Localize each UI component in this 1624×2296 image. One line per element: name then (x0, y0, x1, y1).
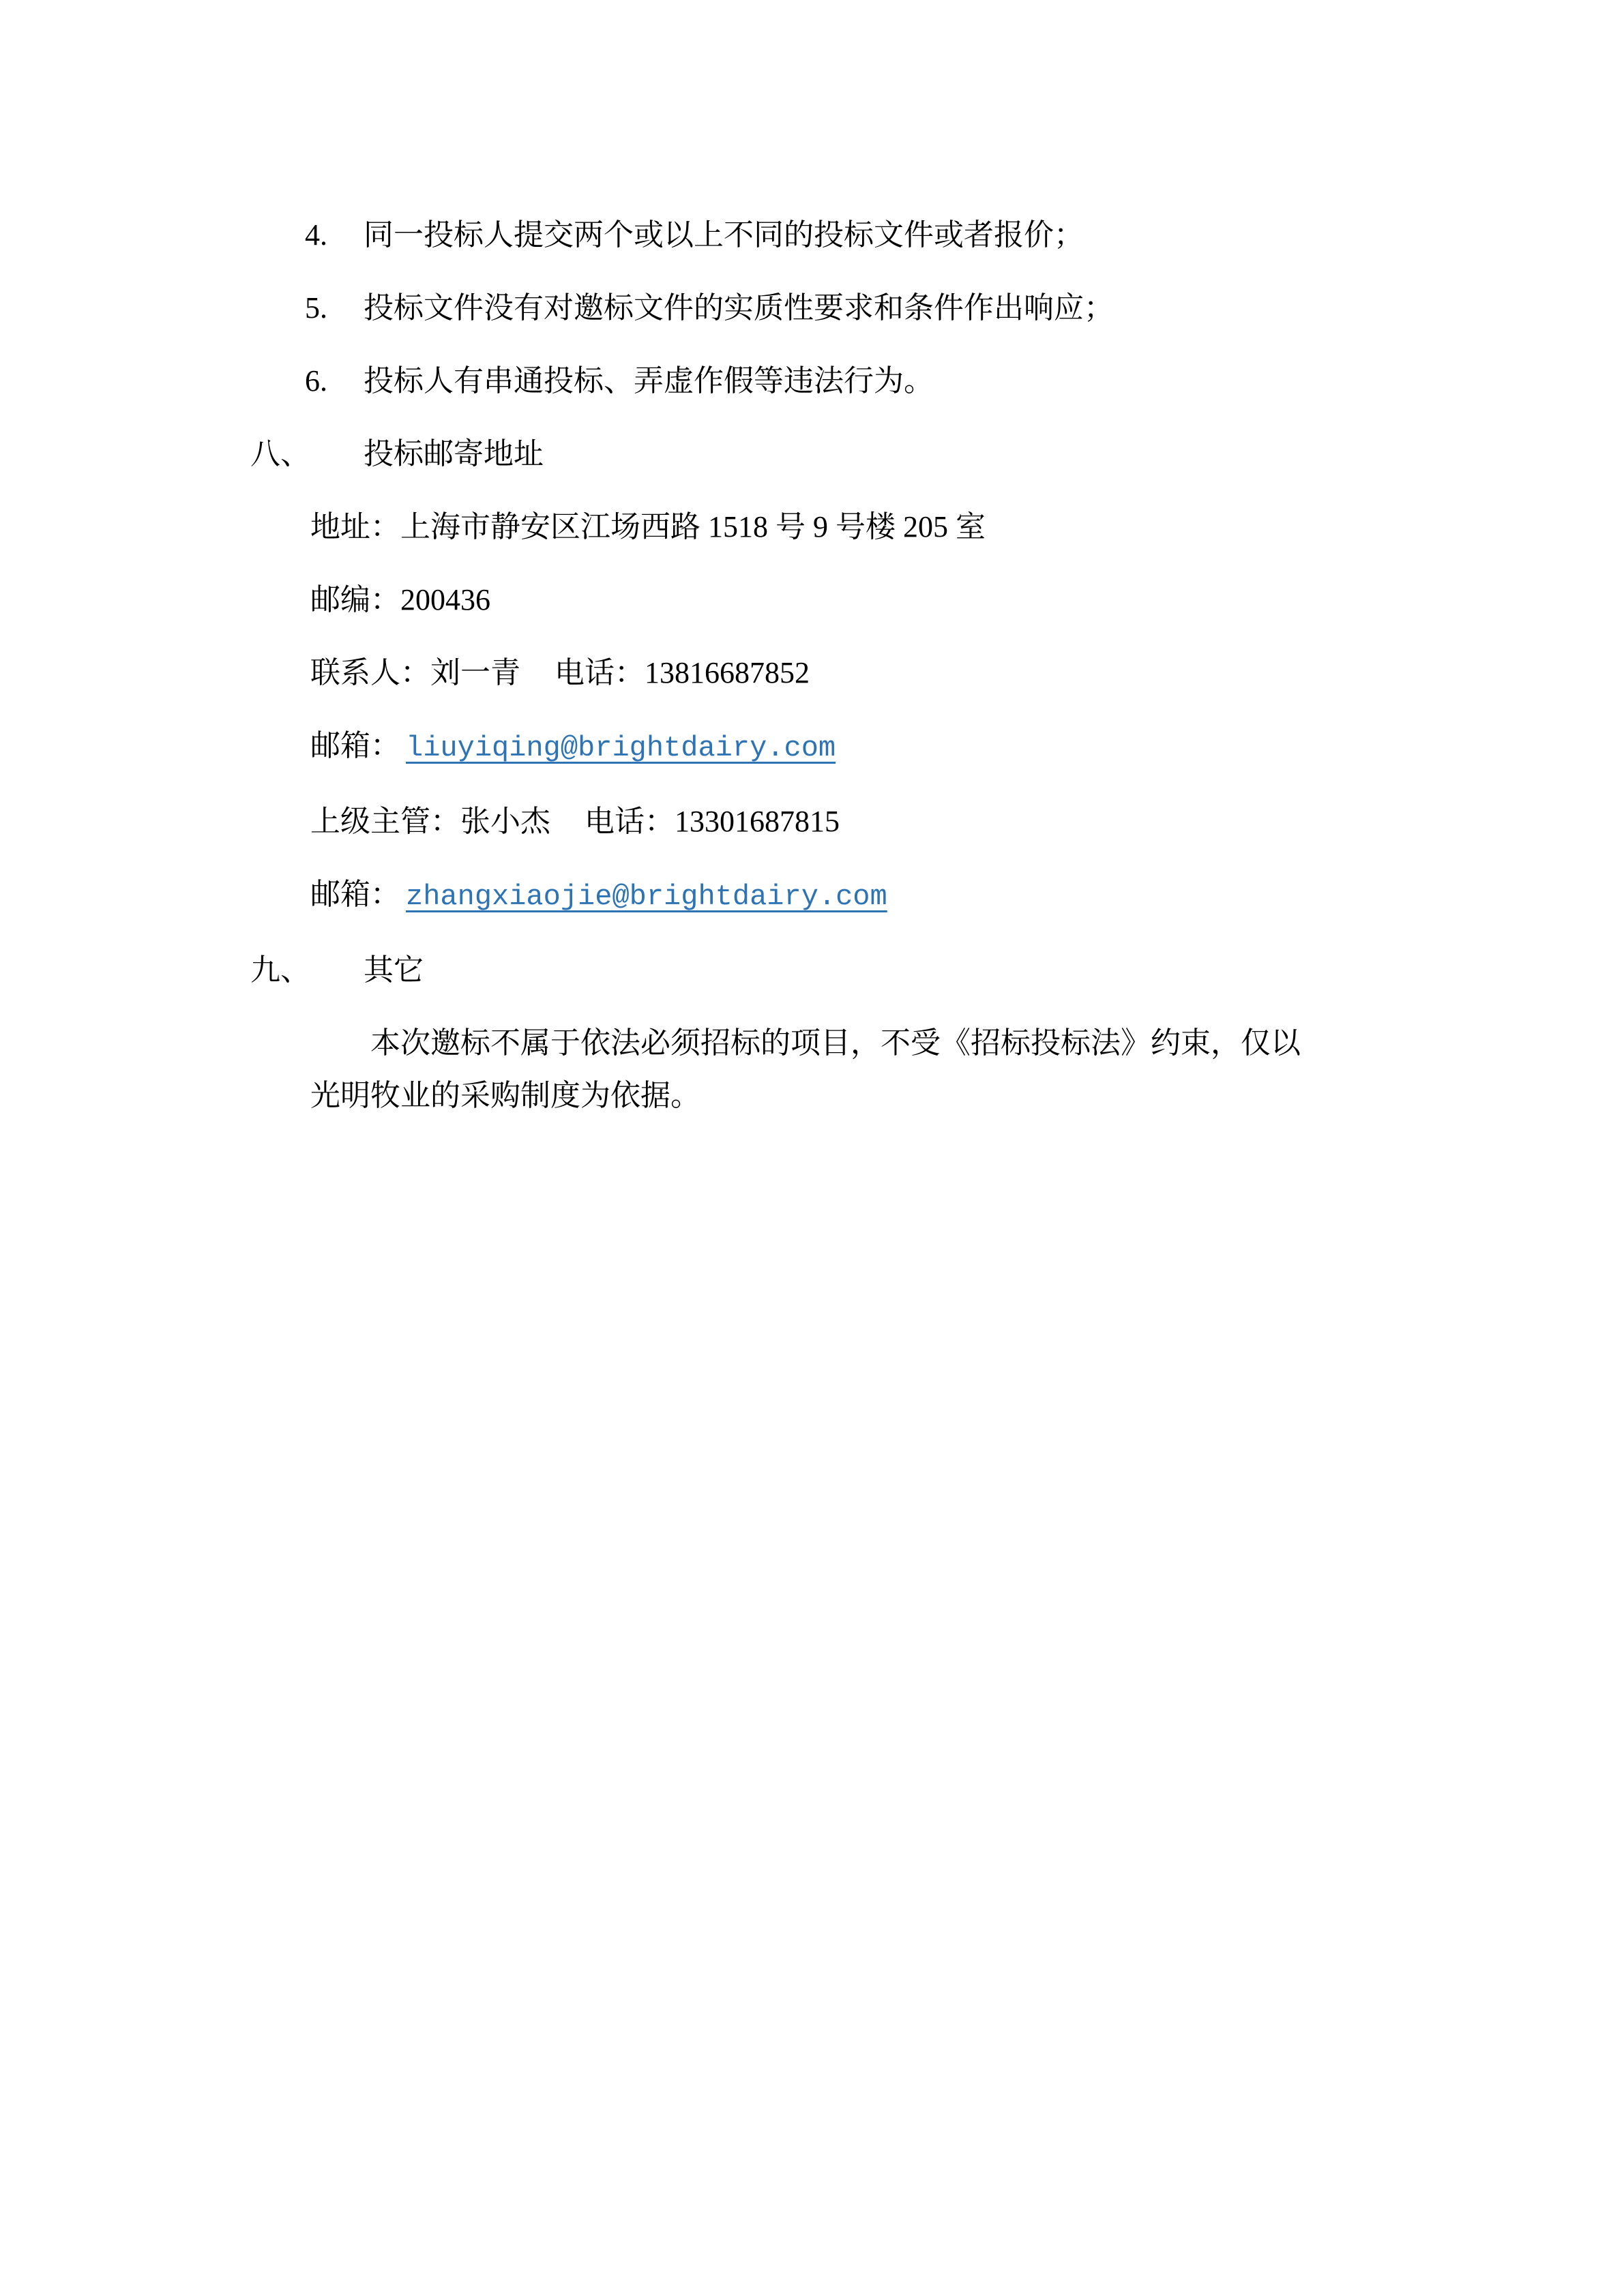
list-item-5 (305, 282, 1624, 334)
supervisor-email-label: 邮箱： (310, 878, 400, 911)
section-heading-mail-address (250, 428, 1624, 480)
supervisor-line (310, 795, 1624, 848)
contact-phone-label: 电话： (555, 656, 645, 689)
list-item-number: 4. (305, 218, 327, 252)
section-heading-other (250, 944, 1624, 996)
list-item-text: 同一投标人提交两个或以上不同的投标文件或者报价； (364, 218, 1084, 252)
list-item-text: 投标人有串通投标、弄虚作假等违法行为。 (364, 364, 934, 398)
section-number: 九、 (250, 953, 310, 987)
contact-phone: 13816687852 (645, 656, 810, 689)
list-item-number: 5. (305, 291, 327, 325)
supervisor-name: 张小杰 (460, 805, 550, 838)
contact-line (310, 646, 1624, 699)
supervisor-label: 上级主管： (310, 805, 460, 838)
postcode-value: 200436 (400, 583, 490, 616)
email-label: 邮箱： (310, 729, 400, 762)
address-label: 地址： (310, 510, 400, 543)
list-item-number: 6. (305, 364, 327, 398)
section-title: 其它 (364, 953, 424, 987)
supervisor-email-link[interactable]: zhangxiaojie@brightdairy.com (406, 880, 887, 913)
section-number: 八、 (250, 437, 310, 471)
list-item-4 (305, 209, 1624, 261)
supervisor-phone-label: 电话： (585, 805, 675, 838)
postcode-line (310, 573, 1624, 626)
supervisor-phone: 13301687815 (675, 805, 840, 838)
email-line (310, 719, 1624, 775)
list-item-6 (305, 355, 1624, 407)
address-value: 上海市静安区江场西路 1518 号 9 号楼 205 室 (400, 510, 986, 543)
contact-label: 联系人： (310, 656, 430, 689)
supervisor-email-line (310, 868, 1624, 923)
closing-paragraph: 本次邀标不属于依法必须招标的项目，不受《招标投标法》约束，仅以光明牧业的采购制度为依据。 (310, 1026, 1301, 1112)
contact-email-link[interactable]: liuyiqing@brightdairy.com (406, 732, 836, 764)
address-line (310, 501, 1624, 553)
contact-name: 刘一青 (430, 656, 520, 689)
section-title: 投标邮寄地址 (364, 437, 544, 471)
list-item-text: 投标文件没有对邀标文件的实质性要求和条件作出响应； (364, 291, 1114, 325)
postcode-label: 邮编： (310, 583, 400, 616)
